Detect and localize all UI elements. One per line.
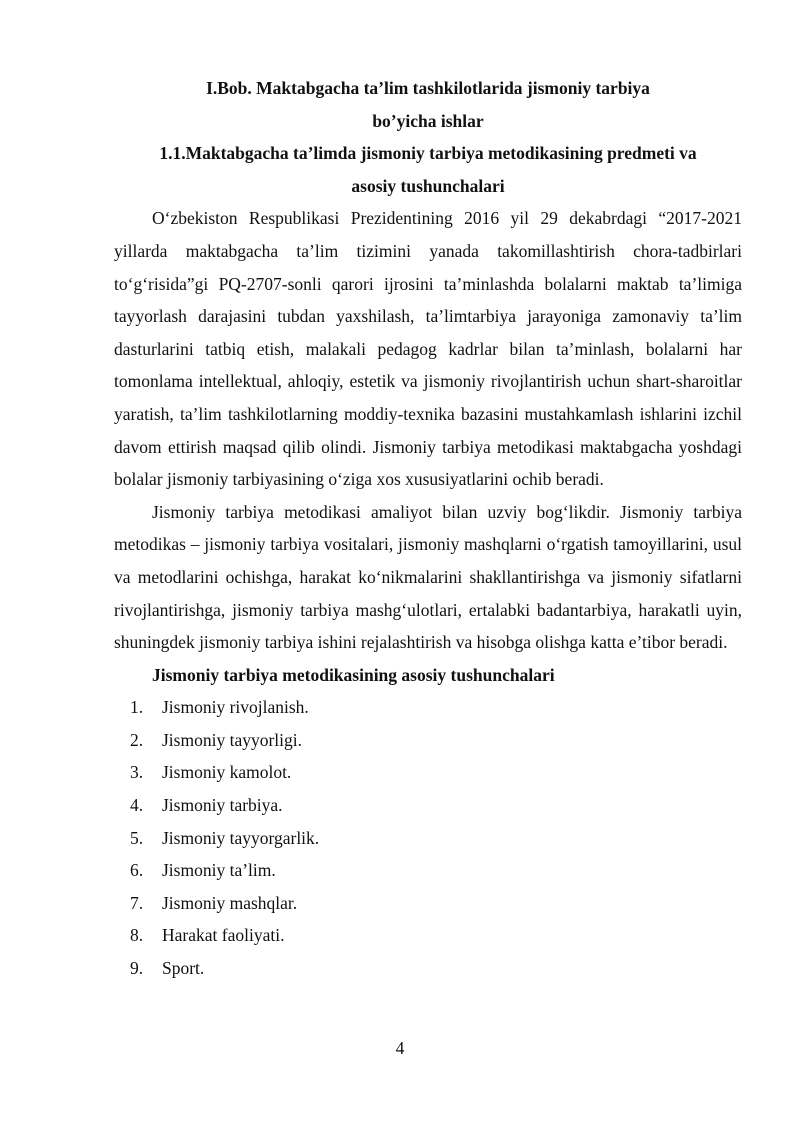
list-item-text: Jismoniy tayyorligi. [162,729,302,750]
concepts-list [114,691,742,984]
list-item-number: 4. [130,795,144,816]
list-item [114,789,742,822]
list-item-number: 2. [130,729,144,750]
list-item [114,756,742,789]
list-item [114,822,742,855]
document-page [114,72,742,985]
list-item [114,691,742,724]
list-item-text: Jismoniy kamolot. [162,762,292,783]
list-item [114,724,742,757]
list-item-text: Jismoniy ta’lim. [162,860,276,881]
list-heading: Jismoniy tarbiya metodikasining asosiy tushunchalari [152,664,555,685]
chapter-title-line-1: I.Bob. Maktabgacha ta’lim tashkilotlarida jismoniy tarbiya [206,78,650,98]
list-item-number: 1. [130,697,144,718]
list-item [114,919,742,952]
list-item [114,854,742,887]
section-title-line-2: asosiy tushunchalari [351,175,505,196]
list-item-number: 6. [130,860,144,881]
list-item-number: 3. [130,762,144,783]
list-item [114,887,742,920]
paragraph-2: Jismoniy tarbiya metodikasi amaliyot bilan uzviy bog‘likdir. Jismoniy tarbiya metodikas – jismoniy tarbiya vositalari, jismoniy mashqlarni o‘rgatish tamoyillarini, usul va metodlarini ochishga, harakat ko‘nikmalarini shakllantirishga va jismoniy sifatlarni rivojlantirishga, jismoniy tarbiya mashg‘ulotlari, ertalabki badantarbiya, harakatli uyin, shuningdek jismoniy tarbiya ishini rejalashtirish va hisobga olishga katta e’tibor beradi. [114,501,742,653]
list-item [114,952,742,985]
list-item-text: Jismoniy tarbiya. [162,795,283,816]
list-item-text: Harakat faoliyati. [162,925,285,946]
page-number: 4 [395,1038,405,1058]
list-item-number: 7. [130,892,144,913]
list-item-number: 5. [130,827,144,848]
list-item-text: Sport. [162,958,205,979]
list-item-number: 8. [130,925,144,946]
chapter-title-line-2: bo’yicha ishlar [372,110,484,131]
list-item-number: 9. [130,958,144,979]
section-title-line-1: 1.1.Maktabgacha ta’limda jismoniy tarbiya metodikasining predmeti va [159,143,697,164]
paragraph-1: O‘zbekiston Respublikasi Prezidentining 2016 yil 29 dekabrdagi “2017-2021 yillarda maktabgacha ta’lim tizimini yanada takomillashtirish chora-tadbirlari to‘g‘risida”gi PQ-2707-sonli qarori ijrosini ta’minlashda bolalarni maktab ta’limiga tayyorlash darajasini tubdan yaxshilash, ta’limtarbiya jarayoniga zamonaviy ta’lim dasturlarini tatbiq etish, malakali pedagog kadrlar bilan ta’minlash, bolalarni har tomonlama intellektual, ahloqiy, estetik va jismoniy rivojlantirish uchun shart-sharoitlar yaratish, ta’lim tashkilotlarning moddiy-texnika bazasini mustahkamlash ishlarini izchil davom ettirish maqsad qilib olindi. Jismoniy tarbiya metodikasi maktabgacha yoshdagi bolalar jismoniy tarbiyasining o‘ziga xos xususiyatlarini ochib beradi. [114,208,742,490]
list-item-text: Jismoniy tayyorgarlik. [162,827,320,848]
list-item-text: Jismoniy mashqlar. [162,892,298,913]
list-item-text: Jismoniy rivojlanish. [162,697,309,718]
